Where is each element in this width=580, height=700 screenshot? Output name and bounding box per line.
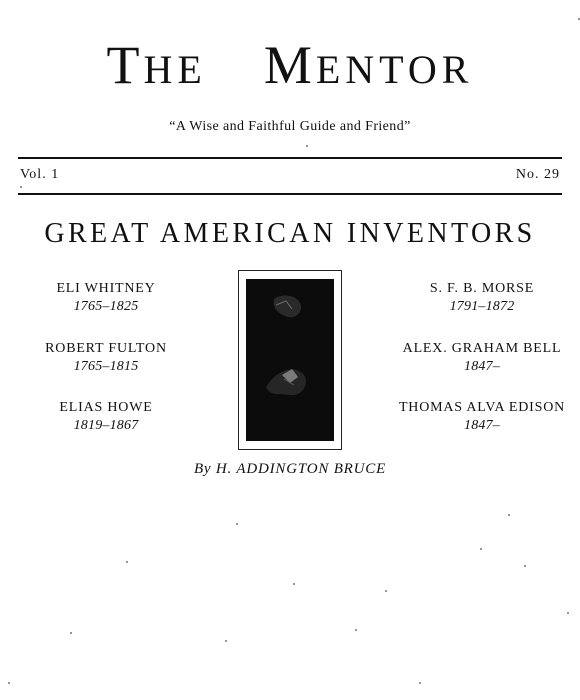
paper-speck bbox=[306, 145, 308, 147]
masthead-initial-t: T bbox=[106, 35, 144, 95]
inventor-entry bbox=[16, 340, 196, 376]
paper-speck bbox=[567, 612, 569, 614]
paper-speck bbox=[70, 632, 72, 634]
paper-speck bbox=[480, 548, 482, 550]
inventor-name: ELI WHITNEY bbox=[56, 281, 156, 296]
paper-speck bbox=[508, 514, 510, 516]
inventor-name: THOMAS ALVA EDISON bbox=[398, 400, 566, 415]
inventor-dates: 1819–1867 bbox=[73, 418, 139, 433]
inventor-name: ROBERT FULTON bbox=[45, 341, 167, 356]
paper-speck bbox=[236, 523, 238, 525]
masthead-rest-entor: ENTOR bbox=[315, 47, 474, 92]
masthead-rest-he: HE bbox=[143, 47, 207, 92]
inventor-entry bbox=[16, 280, 196, 316]
inventor-dates: 1791–1872 bbox=[449, 299, 515, 314]
paper-speck bbox=[126, 561, 128, 563]
headline: GREAT AMERICAN INVENTORS bbox=[44, 218, 536, 249]
inventor-dates: 1847– bbox=[464, 359, 500, 374]
paper-speck bbox=[385, 590, 387, 592]
portrait-figure bbox=[246, 279, 334, 441]
paper-speck bbox=[419, 682, 421, 684]
masthead-initial-m: M bbox=[263, 35, 316, 95]
inventor-dates: 1765–1815 bbox=[73, 359, 139, 374]
paper-speck bbox=[20, 186, 22, 188]
masthead-motto: “A Wise and Faithful Guide and Friend” bbox=[169, 119, 411, 134]
volume-label: Vol. 1 bbox=[20, 167, 60, 182]
inventor-name: S. F. B. MORSE bbox=[429, 281, 535, 296]
top-rule bbox=[18, 157, 562, 159]
issue-number: No. 29 bbox=[515, 167, 560, 182]
byline: By H. ADDINGTON BRUCE bbox=[193, 461, 387, 477]
portrait-image bbox=[246, 279, 334, 441]
bottom-rule bbox=[18, 193, 562, 195]
inventor-entry bbox=[392, 280, 572, 316]
paper-speck bbox=[524, 565, 526, 567]
inventor-entry bbox=[392, 340, 572, 376]
inventor-name: ALEX. GRAHAM BELL bbox=[402, 341, 562, 356]
inventor-name: ELIAS HOWE bbox=[59, 400, 153, 415]
portrait-frame bbox=[238, 270, 342, 450]
masthead-title bbox=[0, 35, 580, 95]
paper-speck bbox=[293, 583, 295, 585]
paper-speck bbox=[355, 629, 357, 631]
inventor-entry bbox=[392, 399, 572, 435]
inventor-dates: 1847– bbox=[464, 418, 500, 433]
paper-speck bbox=[8, 682, 10, 684]
inventor-dates: 1765–1825 bbox=[73, 299, 139, 314]
inventor-entry bbox=[16, 399, 196, 435]
paper-speck bbox=[225, 640, 227, 642]
